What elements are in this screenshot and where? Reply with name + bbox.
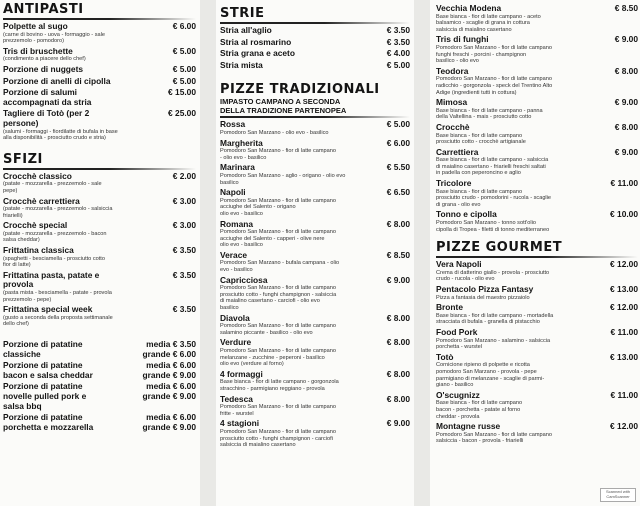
menu-item-price: € 8.00 bbox=[386, 337, 410, 348]
menu-column-middle bbox=[216, 0, 414, 506]
menu-item bbox=[3, 172, 196, 195]
menu-item-name: Crocchè carrettiera bbox=[3, 195, 80, 206]
menu-item-price: € 5.00 bbox=[386, 59, 410, 70]
menu-item-name: Tedesca bbox=[220, 393, 253, 404]
menu-item-name: Stria grana e aceto bbox=[220, 48, 295, 59]
menu-item-description: Base bianca - fior di latte campano prosciutto cotto - crocchè artigianale bbox=[436, 132, 526, 146]
menu-item-row bbox=[436, 123, 638, 133]
menu-item-name: Romana bbox=[220, 218, 254, 229]
menu-item bbox=[220, 370, 410, 393]
menu-item-name: Porzione di patatine porchetta e mozzarella bbox=[3, 412, 94, 432]
gourmet-list bbox=[436, 260, 638, 445]
sfizi-list bbox=[3, 172, 196, 328]
menu-item-name: Porzione di patatine bacon e salsa cheddar bbox=[3, 360, 93, 380]
menu-item bbox=[3, 246, 196, 269]
menu-item-price: € 3.50 bbox=[172, 269, 196, 280]
section-title-pizze-tradizionali: PIZZE TRADIZIONALI bbox=[220, 82, 380, 98]
menu-item-row bbox=[436, 303, 638, 313]
menu-item-price: € 13.00 bbox=[610, 351, 638, 362]
menu-item bbox=[3, 77, 196, 87]
menu-item bbox=[3, 65, 196, 75]
menu-item-description: Cornicione ripieno di polpette e ricotta pomodoro San Marzano - provola - pepe parmigiano di melanzane - scaglie di parmi- giano - basilico bbox=[436, 362, 545, 389]
menu-item-row bbox=[3, 271, 196, 290]
menu-item-price: € 3.00 bbox=[172, 220, 196, 231]
menu-item-price: € 12.00 bbox=[610, 302, 638, 313]
menu-item-description: (patate - mozzarella - prezzemolo - bacon salsa cheddar) bbox=[3, 230, 107, 244]
menu-item-row bbox=[436, 328, 638, 338]
menu-item-name: Tris di funghi bbox=[436, 34, 489, 45]
menu-item bbox=[220, 26, 410, 36]
menu-item-description: Pomodoro San Marzano - aglio - origano - olio evo basilico bbox=[220, 172, 346, 186]
menu-item bbox=[436, 98, 638, 121]
menu-item-price: € 8.50 bbox=[386, 249, 410, 260]
menu-item-name: Crocchè bbox=[436, 121, 470, 132]
patatine-list bbox=[3, 340, 196, 432]
menu-item-name: Carrettiera bbox=[436, 146, 479, 157]
title-underline bbox=[220, 116, 410, 118]
menu-item-row bbox=[220, 120, 410, 130]
menu-item-row bbox=[220, 49, 410, 59]
menu-item bbox=[436, 123, 638, 146]
pizze-list bbox=[220, 120, 410, 448]
menu-item-name: Tris di bruschette bbox=[3, 45, 73, 56]
menu-item-price: € 12.00 bbox=[610, 259, 638, 270]
title-underline bbox=[436, 256, 638, 258]
menu-item bbox=[3, 382, 196, 411]
menu-item-row bbox=[436, 35, 638, 45]
menu-item bbox=[3, 271, 196, 303]
menu-item-row bbox=[3, 197, 196, 207]
menu-item-price: € 9.00 bbox=[614, 34, 638, 45]
menu-item-row bbox=[436, 422, 638, 432]
menu-item-name: Porzione di patatine classiche bbox=[3, 339, 83, 359]
menu-item-price: € 3.50 bbox=[172, 245, 196, 256]
menu-item-description: (patate - mozzarella - prezzemolo - salsiccia friarielli) bbox=[3, 206, 113, 219]
menu-item-row bbox=[436, 67, 638, 77]
menu-item-row bbox=[3, 22, 196, 32]
title-underline bbox=[220, 22, 410, 24]
menu-item bbox=[436, 328, 638, 351]
menu-item-row bbox=[3, 340, 196, 359]
menu-item-row bbox=[220, 26, 410, 36]
menu-item bbox=[3, 221, 196, 244]
menu-item-name: Crocchè classico bbox=[3, 170, 72, 181]
menu-item-row bbox=[3, 361, 196, 380]
menu-item-name: 4 stagioni bbox=[220, 418, 260, 429]
menu-item-row bbox=[220, 395, 410, 405]
menu-item-price: € 2.00 bbox=[172, 170, 196, 181]
menu-item-description: Pomodoro San Marzano - fior di latte campano funghi freschi - porcini - champignon basilico - olio evo bbox=[436, 44, 552, 65]
menu-item-description: Pomodoro San Marzano - olio evo - basilico bbox=[220, 129, 329, 136]
menu-item-name: O'scugnizz bbox=[436, 389, 480, 400]
menu-item bbox=[220, 395, 410, 418]
menu-column-left bbox=[0, 0, 200, 506]
menu-item bbox=[3, 47, 196, 63]
menu-item-price: € 3.50 bbox=[386, 36, 410, 47]
menu-item bbox=[220, 61, 410, 71]
menu-item-row bbox=[3, 47, 196, 57]
menu-item bbox=[220, 163, 410, 186]
menu-item-price: € 11.00 bbox=[610, 326, 638, 337]
menu-item bbox=[220, 120, 410, 136]
menu-item-name: Porzione di nuggets bbox=[3, 63, 84, 74]
menu-item-name: Crocchè special bbox=[3, 220, 68, 231]
menu-item-row bbox=[436, 179, 638, 189]
menu-item bbox=[220, 220, 410, 249]
menu-item bbox=[436, 260, 638, 283]
menu-item bbox=[436, 353, 638, 389]
menu-item-name: Stria mista bbox=[220, 59, 263, 70]
menu-item-price: € 10.00 bbox=[610, 209, 638, 220]
menu-item-price: € 8.50 bbox=[614, 3, 638, 13]
menu-item-description: Base bianca - fior di latte campano - salsiccia di maialino casertano - friarielli freschi saltati in padella con peperoncino e aglio bbox=[436, 157, 549, 177]
antipasti-list bbox=[3, 22, 196, 142]
menu-item-price: € 8.00 bbox=[386, 368, 410, 379]
menu-item bbox=[3, 109, 196, 141]
menu-item-name: Tricolore bbox=[436, 178, 472, 189]
menu-item-name: Frittatina pasta, patate e provola bbox=[3, 269, 100, 290]
menu-item-row bbox=[3, 172, 196, 182]
menu-item bbox=[3, 361, 196, 380]
menu-item bbox=[220, 338, 410, 367]
menu-item-row bbox=[220, 188, 410, 198]
menu-item bbox=[220, 139, 410, 162]
menu-item bbox=[436, 148, 638, 177]
menu-item-price: € 6.50 bbox=[386, 187, 410, 198]
menu-item-name: Food Pork bbox=[436, 326, 478, 337]
menu-item-name: Frittatina classica bbox=[3, 245, 74, 256]
menu-item-row bbox=[436, 98, 638, 108]
menu-item-price: € 3.50 bbox=[172, 304, 196, 315]
menu-item-row bbox=[220, 139, 410, 149]
menu-item-name: Bronte bbox=[436, 302, 463, 313]
menu-item bbox=[3, 88, 196, 107]
menu-item bbox=[220, 49, 410, 59]
menu-item-description: Base bianca - fior di latte campano bacon - porchetta - patate al forno cheddar - provola bbox=[436, 400, 523, 420]
menu-item-row bbox=[3, 65, 196, 75]
section-title-antipasti: ANTIPASTI bbox=[3, 2, 84, 17]
menu-item-row bbox=[436, 148, 638, 158]
menu-item-name: Vecchia Modena bbox=[436, 3, 502, 13]
title-underline bbox=[3, 18, 196, 20]
menu-item-description: Base bianca - fior di latte campano - panna della Valtellina - mais - prosciutto cotto bbox=[436, 107, 543, 121]
menu-item-description: Pizza a fantasia del maestro pizzaiolo bbox=[436, 294, 530, 301]
menu-item-description: Pomodoro San Marzano - fior di latte campano prosciutto cotto - funghi champignon - carciofi salsiccia di maialino casertano bbox=[220, 428, 336, 449]
menu-item-price: € 8.00 bbox=[386, 393, 410, 404]
menu-item-price: € 5.00 bbox=[386, 119, 410, 130]
section-title-pizze-gourmet: PIZZE GOURMET bbox=[436, 240, 563, 256]
menu-item-description: Pomodoro San Marzano - fior di latte campano fritte - wurstel bbox=[220, 404, 336, 417]
menu-item-row bbox=[3, 382, 196, 411]
menu-item-price: € 8.00 bbox=[386, 218, 410, 229]
menu-item-price: media € 6.00 grande € 9.00 bbox=[142, 381, 196, 401]
menu-item-row bbox=[436, 391, 638, 401]
menu-item bbox=[220, 276, 410, 312]
menu-item bbox=[436, 179, 638, 208]
menu-item-description: (carne di bovino - uova - formaggio - sale prezzemolo - pomodoro) bbox=[3, 31, 105, 45]
menu-item-row bbox=[220, 61, 410, 71]
menu-item-row bbox=[3, 221, 196, 231]
menu-item-description: (condimento a piacere dello chef) bbox=[3, 56, 86, 63]
menu-item bbox=[3, 340, 196, 359]
menu-item-row bbox=[3, 413, 196, 432]
menu-item bbox=[220, 38, 410, 48]
menu-item bbox=[436, 67, 638, 96]
menu-item-row bbox=[3, 77, 196, 87]
menu-item-row bbox=[220, 338, 410, 348]
menu-item bbox=[220, 188, 410, 217]
section-title-sfizi: SFIZI bbox=[3, 151, 43, 167]
menu-item-row bbox=[3, 88, 196, 107]
menu-item-row bbox=[3, 109, 196, 128]
menu-item-price: € 3.00 bbox=[172, 195, 196, 206]
menu-item-description: (spaghetti - besciamella - prosciutto cotto fior di latte) bbox=[3, 255, 105, 269]
menu-item bbox=[436, 4, 638, 33]
menu-item-price: € 6.00 bbox=[386, 137, 410, 148]
menu-item-description: Pomodoro San Marzano - tonno sott'olio cipolla di Tropea - filetti di tonno mediterraneo bbox=[436, 220, 550, 233]
menu-item bbox=[436, 35, 638, 64]
menu-item-description: Base bianca - fior di latte campano - gorgonzola stracchino - parmigiano reggiano - provola bbox=[220, 379, 339, 392]
menu-item-name: Stria al rosmarino bbox=[220, 36, 292, 47]
menu-item-name: Napoli bbox=[220, 187, 246, 198]
menu-item-price: media € 3.50 grande € 6.00 bbox=[142, 339, 196, 359]
menu-item-name: Teodora bbox=[436, 65, 469, 76]
menu-item-name: Polpette al sugo bbox=[3, 21, 68, 31]
menu-item-description: Pomodoro San Marzano - fior di latte campano - olio evo - basilico bbox=[220, 148, 336, 161]
menu-item-description: Pomodoro San Marzano - fior di latte campano acciughe del Salento - capperi - olive nere olio evo - basilico bbox=[220, 229, 336, 249]
menu-item-name: Verdure bbox=[220, 337, 252, 348]
menu-item-name: Vera Napoli bbox=[436, 259, 482, 270]
menu-item-description: Pomodoro San Marzano - fior di latte campano salsiccia - bacon - provola - friarielli bbox=[436, 431, 552, 445]
strie-list bbox=[220, 26, 410, 70]
menu-item-row bbox=[220, 314, 410, 324]
menu-item-price: € 11.00 bbox=[610, 178, 638, 189]
menu-item-price: € 9.00 bbox=[386, 274, 410, 285]
menu-item-price: € 9.00 bbox=[386, 418, 410, 429]
menu-item-price: € 5.00 bbox=[172, 45, 196, 56]
menu-item-price: € 5.00 bbox=[172, 63, 196, 74]
menu-item bbox=[3, 413, 196, 432]
menu-item-row bbox=[3, 246, 196, 256]
menu-item-name: Verace bbox=[220, 249, 248, 260]
menu-item-name: Stria all'aglio bbox=[220, 25, 272, 35]
menu-item-row bbox=[436, 260, 638, 270]
menu-item-description: Pomodoro San Marzano - fior di latte campano acciughe del Salento - origano olio evo - basilico bbox=[220, 197, 336, 217]
menu-item bbox=[220, 314, 410, 337]
title-underline bbox=[3, 168, 196, 170]
menu-item-description: (pasta mista - besciamella - patate - provola prezzemolo - pepe) bbox=[3, 290, 112, 303]
menu-item bbox=[3, 197, 196, 220]
menu-item-description: (salumi - formaggi - fiordilatte di bufala in base alla disponibilità - prosciutto crudo e stria) bbox=[3, 128, 118, 142]
menu-item bbox=[436, 285, 638, 301]
menu-item-name: Margherita bbox=[220, 137, 263, 148]
menu-item-price: € 5.50 bbox=[386, 162, 410, 173]
camscanner-logo: Scanned with CamScanner bbox=[600, 488, 636, 502]
menu-item-description: Pomodoro San Marzano - fior di latte campano prosciutto cotto - funghi champignon - salsiccia di maialino casertano - carciofi - olio evo basilico bbox=[220, 285, 337, 312]
menu-item-description: Base bianca - fior di latte campano - aceto balsamico - scaglie di grana in cottura salsiccia di maialino casertano bbox=[436, 13, 541, 33]
menu-item-row bbox=[220, 370, 410, 380]
menu-item-row bbox=[220, 163, 410, 173]
menu-item-row bbox=[220, 220, 410, 230]
menu-item-price: € 9.00 bbox=[614, 146, 638, 157]
menu-item-row bbox=[436, 353, 638, 363]
menu-item-description: Base bianca - fior di latte campano prosciutto crudo - pomodorini - rucola - scaglie di grana - olio evo bbox=[436, 188, 552, 208]
menu-item-price: € 5.00 bbox=[172, 75, 196, 86]
menu-item-row bbox=[220, 38, 410, 48]
menu-item-description: Pomodoro San Marzano - salamino - salsiccia porchetta - wurstel bbox=[436, 337, 551, 351]
menu-item-row bbox=[220, 251, 410, 261]
menu-item-price: media € 6.00 grande € 9.00 bbox=[142, 360, 196, 380]
menu-item bbox=[220, 419, 410, 448]
menu-item-row bbox=[436, 4, 638, 14]
menu-item-row bbox=[436, 285, 638, 295]
pizze-continued-list bbox=[436, 4, 638, 233]
menu-item-name: Porzione di salumi accompagnati da stria bbox=[3, 87, 92, 107]
menu-item-name: Pentacolo Pizza Fantasy bbox=[436, 284, 534, 294]
menu-item bbox=[436, 303, 638, 326]
menu-item-name: Diavola bbox=[220, 312, 250, 323]
menu-item-name: Frittatina special week bbox=[3, 304, 93, 315]
menu-item-price: € 12.00 bbox=[610, 421, 638, 432]
section-title-strie: STRIE bbox=[220, 6, 265, 21]
menu-item-price: € 8.00 bbox=[386, 312, 410, 323]
menu-item-name: Capricciosa bbox=[220, 274, 268, 285]
menu-item-price: € 9.00 bbox=[614, 97, 638, 108]
menu-item-price: € 13.00 bbox=[610, 284, 638, 294]
menu-item-price: € 8.00 bbox=[614, 65, 638, 76]
menu-item-description: Base bianca - fior di latte campano - mortadella stracciata di bufala - granella di pistacchio bbox=[436, 312, 554, 326]
menu-item-name: Marinara bbox=[220, 162, 255, 173]
menu-item-row bbox=[220, 276, 410, 286]
menu-item-name: Rossa bbox=[220, 119, 246, 130]
menu-item-price: € 25.00 bbox=[168, 108, 196, 119]
menu-item-price: € 3.50 bbox=[386, 25, 410, 35]
menu-item-price: € 4.00 bbox=[386, 48, 410, 59]
menu-item-row bbox=[220, 419, 410, 429]
menu-item-name: Tagliere di Totò (per 2 persone) bbox=[3, 108, 90, 128]
menu-item-description: Pomodoro San Marzano - fior di latte campano melanzane - zucchine - peperoni - basilico olio evo (verdure al forno) bbox=[220, 348, 336, 368]
menu-item-name: Tonno e cipolla bbox=[436, 209, 497, 220]
menu-item bbox=[436, 210, 638, 233]
menu-item-description: (patate - mozzarella - prezzemolo - sale pepe) bbox=[3, 181, 102, 194]
menu-item-row bbox=[436, 210, 638, 220]
menu-item-description: Pomodoro San Marzano - bufala campana - olio evo - basilico bbox=[220, 260, 340, 274]
menu-item bbox=[3, 22, 196, 45]
menu-item-description: Crema di datterino giallo - provola - prosciutto crudo - rucola - olio evo bbox=[436, 269, 550, 283]
menu-item-name: 4 formaggi bbox=[220, 368, 263, 379]
menu-item bbox=[220, 251, 410, 274]
menu-item-name: Porzione di anelli di cipolla bbox=[3, 75, 111, 86]
menu-item-description: Pomodoro San Marzano - fior di latte campano radicchio - gorgonzola - speck del Trentino Alto Adige (ingredienti tutti in cottura) bbox=[436, 76, 553, 96]
menu-item-description: (gusto a seconda della proposta settimanale dello chef) bbox=[3, 314, 113, 328]
menu-item-price: media € 6.00 grande € 9.00 bbox=[142, 412, 196, 432]
menu-item bbox=[436, 422, 638, 445]
menu-item-description: Pomodoro San Marzano - fior di latte campano salamino piccante - basilico - olio evo bbox=[220, 323, 336, 336]
menu-item-row bbox=[3, 305, 196, 315]
menu-item-name: Mimosa bbox=[436, 97, 468, 108]
menu-item-price: € 15.00 bbox=[168, 87, 196, 98]
menu-item-name: Porzione di patatine novelle pulled pork e salsa bbq bbox=[3, 381, 87, 411]
menu-column-right bbox=[430, 0, 640, 506]
menu-item bbox=[436, 391, 638, 420]
section-subtitle: IMPASTO CAMPANO A SECONDA DELLA TRADIZIONE PARTENOPEA bbox=[220, 97, 347, 116]
menu-item-price: € 6.00 bbox=[172, 21, 196, 31]
menu-item-name: Totò bbox=[436, 351, 454, 362]
menu-item bbox=[3, 305, 196, 328]
menu-item-price: € 11.00 bbox=[610, 389, 638, 400]
menu-item-name: Montagne russe bbox=[436, 421, 501, 432]
menu-item-price: € 8.00 bbox=[614, 121, 638, 132]
